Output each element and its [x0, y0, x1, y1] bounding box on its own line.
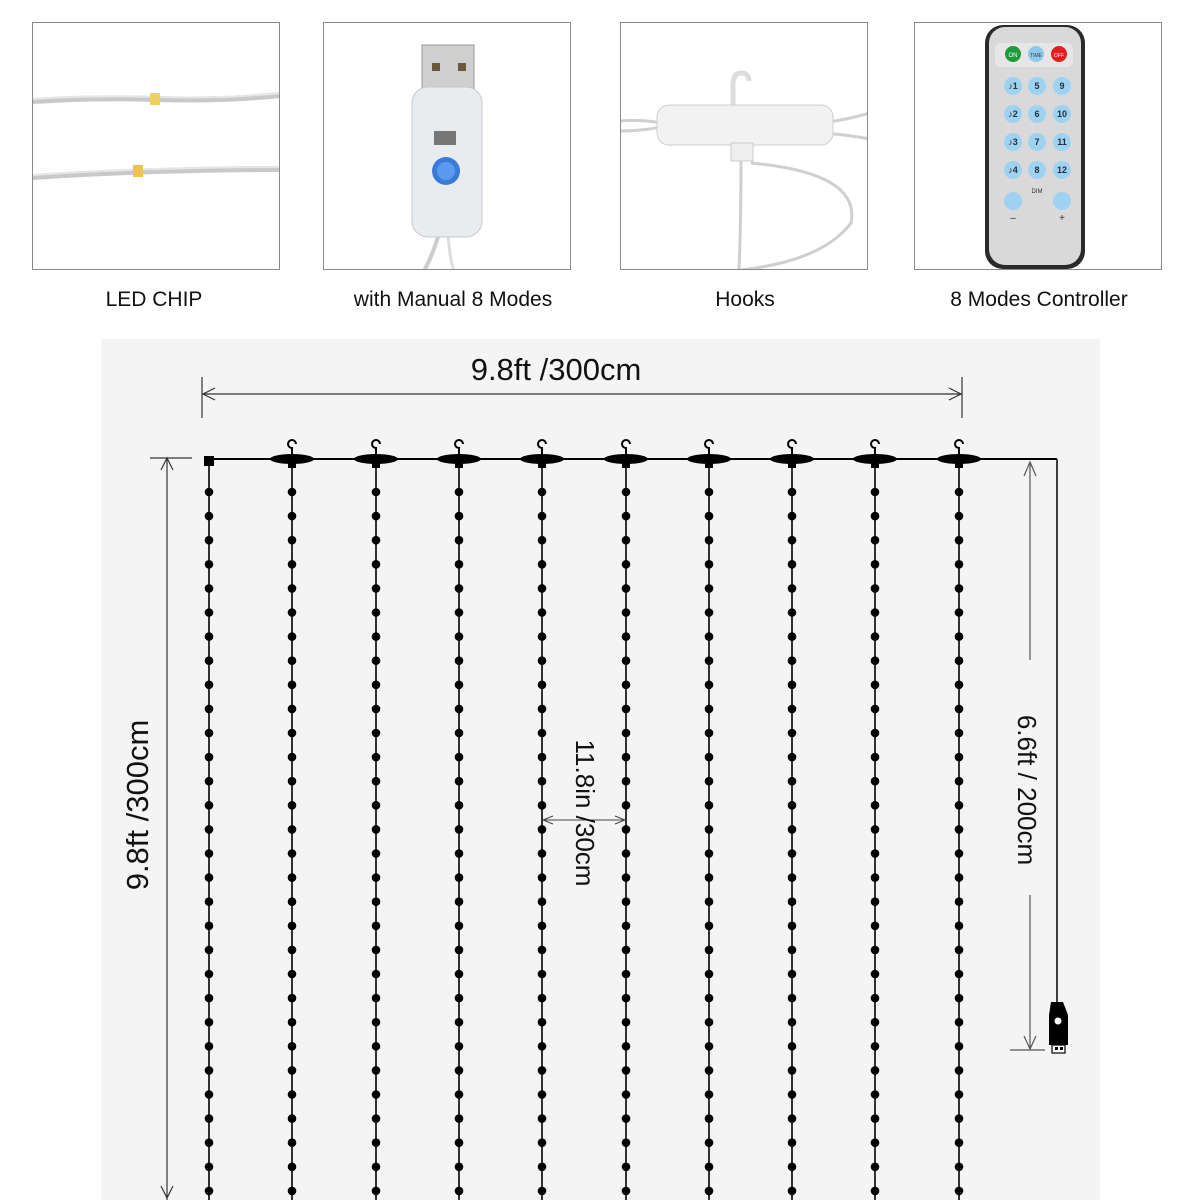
light-strand: [687, 440, 731, 1200]
remote-mode-7: 7: [1034, 137, 1040, 147]
remote-plus: +: [1059, 213, 1065, 224]
remote-mode-5: 5: [1034, 81, 1040, 91]
feature-caption: LED CHIP: [105, 288, 203, 311]
feature-caption: 8 Modes Controller: [950, 288, 1128, 311]
remote-music-2: ♪2: [1008, 109, 1018, 119]
remote-off-label: OFF: [1054, 53, 1064, 59]
remote-dim-label: DIM: [1031, 189, 1043, 195]
remote-music-3: ♪3: [1008, 137, 1018, 147]
hook-icon: [520, 440, 564, 468]
hook-icon: [687, 440, 731, 468]
light-strand: [437, 440, 481, 1200]
remote-mode-10: 10: [1056, 109, 1068, 119]
hook-icon: [354, 440, 398, 468]
remote-mode-12: 12: [1056, 165, 1068, 175]
remote-on-label: ON: [1008, 53, 1018, 59]
light-strand: [937, 440, 981, 1200]
hook-icon: [770, 440, 814, 468]
hook-icon: [270, 440, 314, 468]
feature-caption: Hooks: [715, 288, 775, 311]
height-label: 9.8ft /300cm: [120, 719, 155, 891]
hook-icon: [853, 440, 897, 468]
light-strand: [354, 440, 398, 1200]
usb-plug-icon: [1049, 1002, 1068, 1053]
remote-mode-11: 11: [1057, 137, 1067, 147]
height-dimension-line: [150, 458, 192, 1200]
remote-mode-6: 6: [1034, 109, 1040, 119]
remote-music-4: ♪4: [1008, 165, 1018, 175]
light-strand: [853, 440, 897, 1200]
light-strand: [205, 462, 214, 1200]
light-strand: [770, 440, 814, 1200]
lead-length-label: 6.6ft / 200cm: [1012, 714, 1042, 866]
width-label: 9.8ft /300cm: [470, 352, 642, 387]
remote-time-label: TIME: [1030, 53, 1042, 59]
remote-minus: –: [1010, 213, 1016, 224]
feature-caption: with Manual 8 Modes: [353, 288, 553, 311]
spacing-label: 11.8in /30cm: [570, 739, 600, 887]
hook-icon: [437, 440, 481, 468]
hook-icon: [937, 440, 981, 468]
remote-mode-9: 9: [1059, 81, 1065, 91]
light-strand: [270, 440, 314, 1200]
remote-music-1: ♪1: [1008, 81, 1018, 91]
hook-icon: [604, 440, 648, 468]
remote-mode-8: 8: [1034, 165, 1040, 175]
